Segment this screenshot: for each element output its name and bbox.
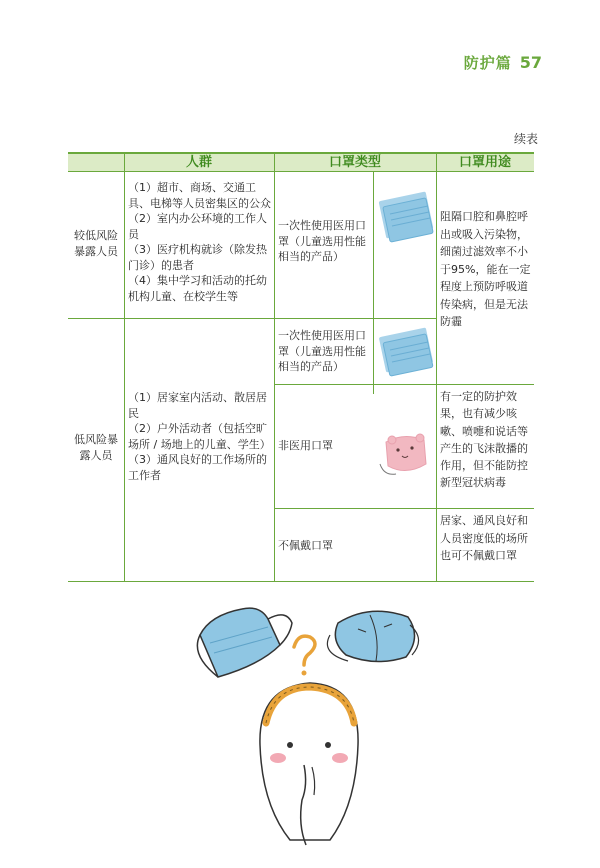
continued-label: 续表 bbox=[513, 132, 538, 146]
surgical-mask-image bbox=[378, 322, 434, 380]
grid-line bbox=[274, 384, 534, 385]
population-line: （4）集中学习和活动的托幼机构儿童、在校学生等 bbox=[128, 274, 267, 303]
grid-line bbox=[274, 318, 436, 319]
population-line: （2）室内办公环境的工作人员 bbox=[128, 212, 267, 241]
mask-table bbox=[68, 152, 534, 582]
grid-line bbox=[373, 172, 374, 394]
page-header bbox=[464, 52, 542, 73]
grid-line bbox=[68, 318, 274, 319]
population-line: （2）户外活动者（包括空旷场所 / 场地上的儿童、学生） bbox=[128, 422, 271, 451]
page-number: 57 bbox=[519, 53, 542, 72]
table-header-row bbox=[68, 152, 534, 172]
girl-with-masks-illustration bbox=[180, 595, 430, 868]
girl-drawing bbox=[260, 683, 358, 845]
row1-population bbox=[128, 180, 272, 304]
grid-line bbox=[436, 152, 437, 582]
surgical-mask-drawing bbox=[197, 608, 292, 677]
population-line: （1）超市、商场、交通工具、电梯等人员密集区的公众 bbox=[128, 181, 271, 210]
header-mask-type: 口罩类型 bbox=[328, 155, 381, 170]
row2-group: 低风险暴露人员 bbox=[74, 433, 118, 462]
question-mark-icon bbox=[294, 636, 315, 675]
row1-group: 较低风险暴露人员 bbox=[74, 229, 118, 258]
table-bottom-line bbox=[68, 581, 534, 582]
row2-population bbox=[128, 390, 272, 483]
grid-line bbox=[274, 508, 534, 509]
n95-mask-drawing bbox=[327, 611, 418, 661]
row2-usage-nonmedical: 有一定的防护效果，也有减少咳嗽、喷嚏和说话等产生的飞沫散播的作用，但不能防控新型冠状病毒 bbox=[440, 390, 528, 490]
grid-line bbox=[274, 152, 275, 582]
row2-usage-none: 居家、通风良好和人员密度低的场所也可不佩戴口罩 bbox=[440, 514, 528, 562]
row2-mask-type-medical: 一次性使用医用口罩（儿童选用性能相当的产品） bbox=[278, 329, 366, 373]
population-line: （1）居家室内活动、散居居民 bbox=[128, 391, 267, 420]
population-line: （3）通风良好的工作场所的工作者 bbox=[128, 453, 267, 482]
row2-mask-type-none: 不佩戴口罩 bbox=[278, 539, 333, 552]
row1-usage: 阻隔口腔和鼻腔呼出或吸入污染物，细菌过滤效率不小于95%，能在一定程度上预防呼吸道传染病，但是无法防霾 bbox=[440, 210, 531, 328]
header-population: 人群 bbox=[185, 155, 212, 170]
header-mask-usage: 口罩用途 bbox=[458, 155, 511, 170]
section-title: 防护篇 bbox=[463, 54, 512, 72]
pink-cloth-mask-image bbox=[376, 424, 434, 486]
row1-mask-type: 一次性使用医用口罩（儿童选用性能相当的产品） bbox=[278, 219, 366, 263]
grid-line bbox=[124, 152, 125, 582]
surgical-mask-image bbox=[378, 186, 434, 246]
population-line: （3）医疗机构就诊（除发热门诊）的患者 bbox=[128, 243, 267, 272]
row2-mask-type-nonmedical: 非医用口罩 bbox=[278, 439, 333, 452]
